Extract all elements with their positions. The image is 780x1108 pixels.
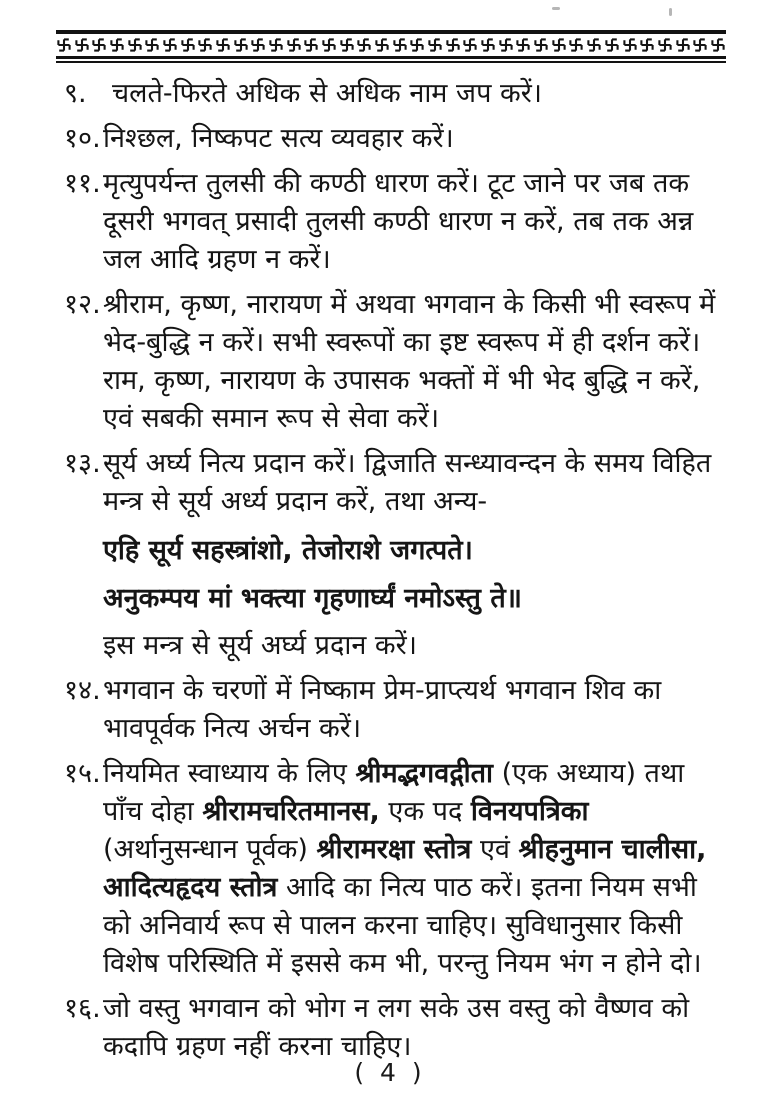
text-segment: एवं <box>471 834 519 865</box>
item-text: श्रीराम, कृष्ण, नारायण में अथवा भगवान के किसी भी स्वरूप में भेद-बुद्धि न करें। सभी स्वरूपों का इष्ट स्वरूप में ही दर्शन करें। राम, कृष्ण, नारायण के उपासक भक्तों में भी भेद बुद्धि न करें, एवं सबकी समान रूप से सेवा करें। <box>103 289 716 434</box>
text-segment: नियमित स्वाध्याय के लिए <box>103 758 356 789</box>
item-intro-text: सूर्य अर्घ्य नित्य प्रदान करें। द्विजाति सन्ध्यावन्दन के समय विहित मन्त्र से सूर्य अर्ध्य प्रदान करें, तथा अन्य- <box>103 448 712 517</box>
item-number: ११. <box>64 168 101 199</box>
swastika-row <box>56 35 726 55</box>
item-number: १३. <box>64 448 101 479</box>
border-bottom-rule <box>56 56 726 59</box>
item-number: ९. <box>64 78 87 109</box>
item-text: जो वस्तु भगवान को भोग न लग सके उस वस्तु को वैष्णव को कदापि ग्रहण नहीं करना चाहिए। <box>103 993 690 1062</box>
list-item <box>64 755 722 983</box>
mantra-line: अनुकम्पय मां भक्त्या गृहणार्घ्यं नमोऽस्तु ते॥ <box>103 583 522 614</box>
decorative-border <box>56 30 726 63</box>
list-item <box>64 286 722 438</box>
swastika-icon <box>197 36 213 54</box>
text-segment: (अर्थानुसन्धान पूर्वक) <box>103 834 317 865</box>
list-item <box>64 672 722 748</box>
item-text: मृत्युपर्यन्त तुलसी की कण्ठी धारण करें। टूट जाने पर जब तक दूसरी भगवत् प्रसादी तुलसी कण्ठी धारण न करें, तब तक अन्न जल आदि ग्रहण न करें। <box>103 168 694 275</box>
swastika-icon <box>675 36 691 54</box>
swastika-icon <box>109 36 125 54</box>
item-text: चलते-फिरते अधिक से अधिक नाम जप करें। <box>112 78 543 109</box>
border-top-rule <box>56 30 726 34</box>
item-number: १२. <box>64 289 101 320</box>
swastika-icon <box>604 36 620 54</box>
text-segment-bold: विनयपत्रिका <box>470 796 589 827</box>
list-item <box>64 120 722 158</box>
swastika-icon <box>568 36 584 54</box>
scan-artifact <box>669 8 672 16</box>
swastika-icon <box>392 36 408 54</box>
swastika-icon <box>356 36 372 54</box>
swastika-icon <box>657 36 673 54</box>
text-segment: एक पद <box>379 796 471 827</box>
item-text <box>103 445 722 665</box>
swastika-icon <box>180 36 196 54</box>
swastika-icon <box>162 36 178 54</box>
swastika-icon <box>127 36 143 54</box>
list-item <box>64 445 722 665</box>
swastika-icon <box>427 36 443 54</box>
text-segment-bold: श्रीहनुमान चालीसा, आदित्यहृदय स्तोत्र <box>103 834 707 903</box>
numbered-instruction-list <box>64 75 722 1066</box>
swastika-icon <box>321 36 337 54</box>
swastika-icon <box>233 36 249 54</box>
swastika-icon <box>515 36 531 54</box>
swastika-icon <box>622 36 638 54</box>
item-number: १०. <box>64 123 101 154</box>
swastika-icon <box>445 36 461 54</box>
item-number: १६. <box>64 993 101 1024</box>
swastika-icon <box>74 36 90 54</box>
swastika-icon <box>498 36 514 54</box>
text-segment: (एक अध्याय) तथा पाँच दोहा <box>103 758 685 827</box>
swastika-icon <box>339 36 355 54</box>
item-text: भगवान के चरणों में निष्काम प्रेम-प्राप्त्यर्थ भगवान शिव का भावपूर्वक नित्य अर्चन करें। <box>103 675 662 744</box>
swastika-icon <box>692 36 708 54</box>
item-number: १५. <box>64 758 101 789</box>
page-number: ( 4 ) <box>354 1058 426 1087</box>
swastika-icon <box>91 36 107 54</box>
list-item <box>64 990 722 1066</box>
swastika-icon <box>56 36 72 54</box>
swastika-icon <box>215 36 231 54</box>
swastika-icon <box>250 36 266 54</box>
scan-artifact <box>552 7 560 10</box>
swastika-icon <box>533 36 549 54</box>
list-item <box>64 75 722 113</box>
swastika-icon <box>639 36 655 54</box>
text-segment-bold: श्रीमद्भगवद्गीता <box>355 758 493 789</box>
swastika-icon <box>462 36 478 54</box>
swastika-icon <box>268 36 284 54</box>
text-segment: आदि का नित्य पाठ करें। इतना नियम सभी को अनिवार्य रूप से पालन करना चाहिए। सुविधानुसार किसी विशेष परिस्थिति में इससे कम भी, परन्तु नियम भंग न होने दो। <box>103 872 702 979</box>
mantra-block <box>103 527 722 623</box>
text-segment-bold: श्रीरामरक्षा स्तोत्र <box>316 834 472 865</box>
border-bottom-rule-thin <box>56 61 726 63</box>
swastika-icon <box>586 36 602 54</box>
item-text: निश्छल, निष्कपट सत्य व्यवहार करें। <box>103 123 454 154</box>
swastika-icon <box>409 36 425 54</box>
swastika-icon <box>551 36 567 54</box>
mantra-line: एहि सूर्य सहस्त्रांशो, तेजोराशे जगत्पते। <box>103 535 473 566</box>
item-number: १४. <box>64 675 101 706</box>
swastika-icon <box>374 36 390 54</box>
item-outro-text: इस मन्त्र से सूर्य अर्घ्य प्रदान करें। <box>103 630 417 661</box>
text-segment-bold: श्रीरामचरितमानस, <box>202 796 380 827</box>
swastika-icon <box>144 36 160 54</box>
list-item <box>64 165 722 279</box>
swastika-icon <box>480 36 496 54</box>
item-text <box>103 755 722 983</box>
swastika-icon <box>286 36 302 54</box>
swastika-icon <box>710 36 726 54</box>
swastika-icon <box>303 36 319 54</box>
